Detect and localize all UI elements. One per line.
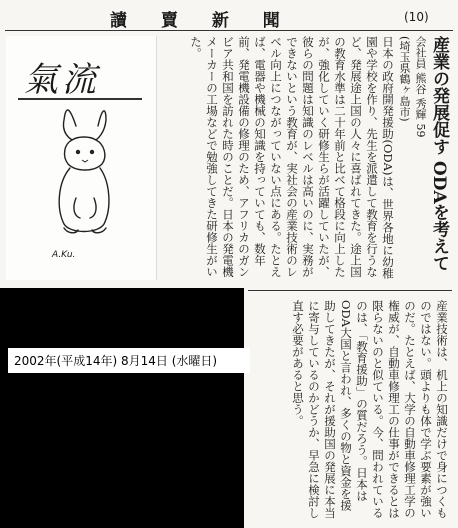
artist-signature: A.Ku. [52,250,76,260]
page-number: (10) [404,10,429,24]
article-title: 産業の発展促す ODAを考えて [429,36,449,272]
publication-date: 2002年(平成14年) 8月14日 (水曜日) [8,348,250,373]
article-body-continued: 産業技術は、机上の知識だけで身につくものではない。頭よりも体で学ぶ要素が強いのだ。たとえば、大学の自動車修理工学の権威が、自動車修理工の仕事ができるとは限らないのと似ている。今、問われているのは、「教育援助」の質だろう。日本はODA大国と言われ、多くの物と資金を援助してきたが、それが援助国の発展に本当に寄与しているのかどうか、早急に検討し直す必要があると思う。 [291,300,449,519]
column-logo-box [6,36,157,280]
rabbit-illustration [6,98,156,248]
newspaper-masthead: 讀 賣 新 聞 [110,11,294,31]
mid-rule [248,290,452,291]
column-logo: 氣流 [24,60,100,100]
author-byline: 会社員 熊谷 秀輝 59 [414,36,427,138]
black-mask-area [0,288,244,528]
article-body: 日本の政府開発援助(ODA)は、世界各地に幼稚園や学校を作り、先生を派遣して教育を行うなど、発展途上国の人々に喜ばれてきた。途上国の教育水準は二十年前と比べて格段に向上したが、強化していく研修生らが活躍していたが、彼らの問題は知識のレベルは高いのに、実務ができないという教育が、実社会の産業技術のレベル向上につながっていない点にある。たとえば、電器や機械の知識を持っていても、数年前、発電機設備の修理のため、アフリカのガンビア共和国を訪れた時のことだ。日本の発電機メーカーの工場などで勉強してきた研修生がいた。 [189,36,395,279]
header-rule [5,30,453,31]
author-location: (埼玉県鶴ヶ島市) [398,36,411,122]
article-column-bottom [250,300,450,522]
article-column-top [160,36,450,286]
